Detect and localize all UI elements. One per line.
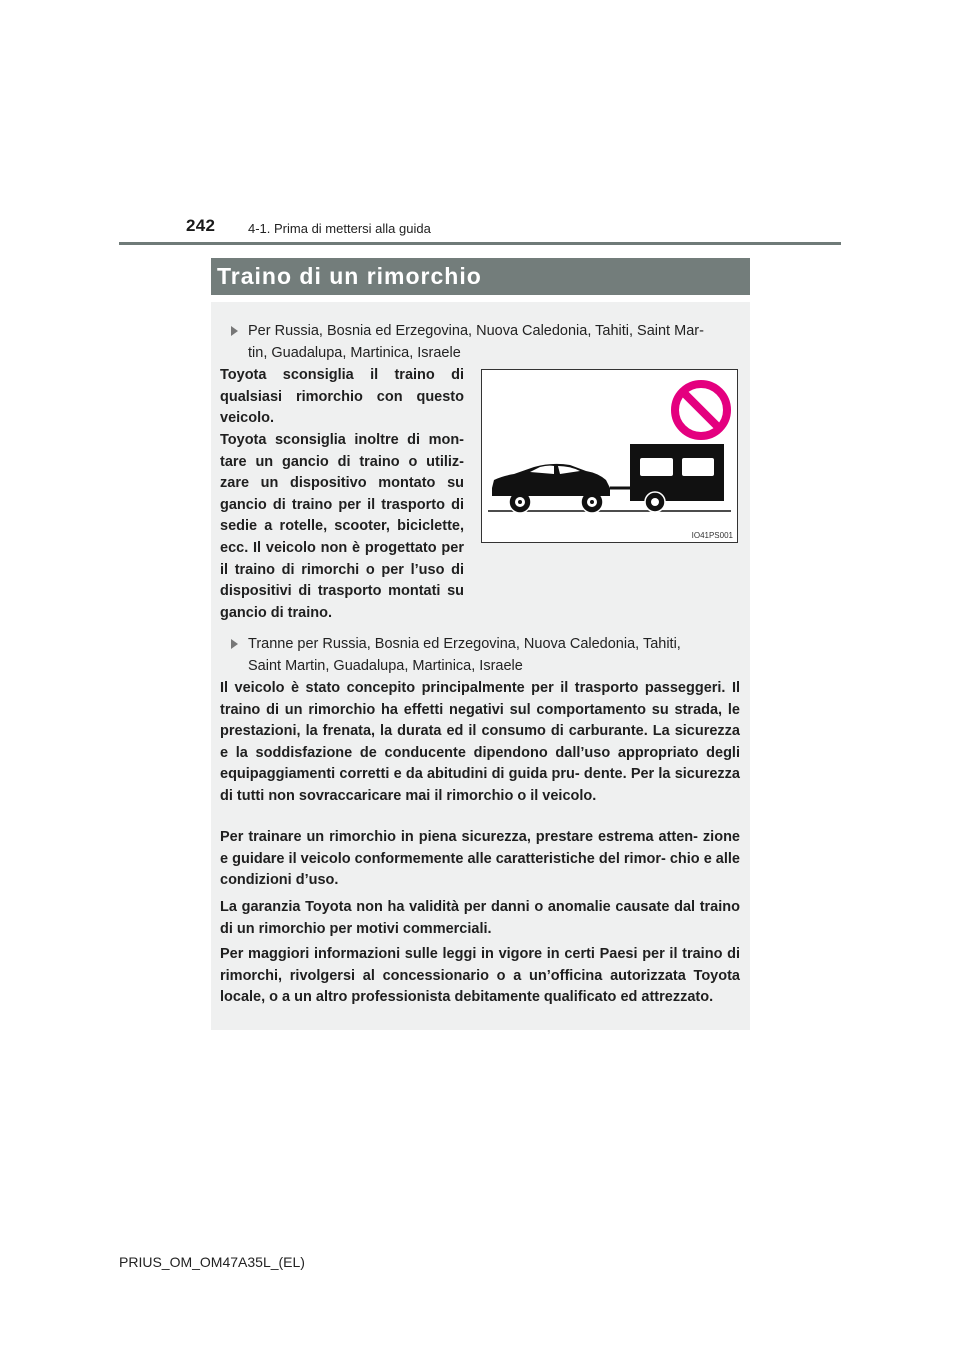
no-towing-illustration — [482, 370, 737, 542]
section-label: 4-1. Prima di mettersi alla guida — [248, 221, 431, 236]
bullet-line: Tranne per Russia, Bosnia ed Erzegovina, Nuova Caledonia, Tahiti, — [248, 636, 681, 652]
bullet-line: Per Russia, Bosnia ed Erzegovina, Nuova Caledonia, Tahiti, Saint Mar- — [248, 323, 704, 339]
bullet-triangle-icon — [231, 326, 238, 336]
bullet-line: Saint Martin, Guadalupa, Martinica, Israele — [248, 658, 523, 674]
prohibition-icon — [675, 384, 727, 436]
page-number: 242 — [186, 216, 216, 235]
paragraph-safe-towing: Per trainare un rimorchio in piena sicurezza, prestare estrema atten- zione e guidare il veicolo conformemente alle caratteristiche del rimor- chio e alle condizioni d’uso. — [220, 829, 740, 889]
paragraph-warranty: La garanzia Toyota non ha validità per danni o anomalie causate dal traino di un rimorchio per motivi commerciali. — [220, 899, 740, 937]
header-rule — [119, 242, 841, 245]
bullet-triangle-icon — [231, 639, 238, 649]
paragraph-hitch-warning: Toyota sconsiglia inoltre di mon- tare un gancio di traino o utiliz- zare un dispositivo montato su gancio di traino per il trasporto di sedie a rotelle, scooter, biciclette, ecc. Il veicolo non è progettato per il traino di rimorchi o per l’uso di dispositivi di trasporto montati su gancio di traino. — [220, 432, 464, 621]
bullet-region-restricted — [231, 320, 740, 364]
trailer-icon — [610, 444, 724, 512]
bullet-region-other — [231, 633, 740, 677]
car-icon — [492, 464, 610, 513]
paragraph-vehicle-purpose: Il veicolo è stato concepito principalmente per il trasporto passeggeri. Il traino di un rimorchio ha effetti negativi sul comportamento su strada, le prestazioni, la frenata, la durata ed il consumo di carburante. La sicurezza e la soddisfazione de conducente dipendono dall’uso appropriato degli equipaggiamenti corretti e da abitudini di guida pru- dente. Per la sicurezza di tutti non sovraccaricare mai il rimorchio o il veicolo. — [220, 680, 740, 804]
section-title: Traino di un rimorchio — [211, 258, 750, 295]
figure-code: IO41PS001 — [691, 531, 733, 540]
footer-code: PRIUS_OM_OM47A35L_(EL) — [119, 1254, 305, 1270]
bullet-line: tin, Guadalupa, Martinica, Israele — [248, 345, 461, 361]
figure-no-towing — [481, 369, 738, 543]
paragraph-warning: Toyota sconsiglia il traino di qualsiasi rimorchio con questo veicolo. — [220, 367, 464, 427]
paragraph-more-info: Per maggiori informazioni sulle leggi in vigore in certi Paesi per il traino di rimorchi, rivolgersi al concessionario o a un’officina autorizzata Toyota locale, o a un altro professionista debitamente qualificato ed attrezzato. — [220, 946, 740, 1006]
